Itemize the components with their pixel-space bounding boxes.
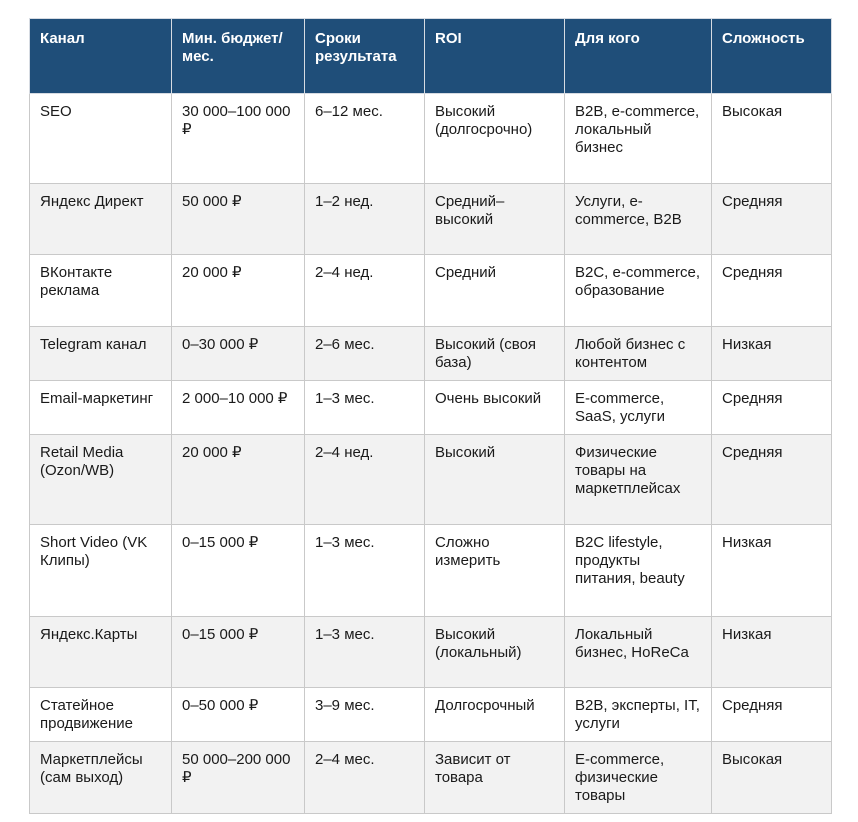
table-row xyxy=(30,742,832,814)
cell-min-budget: 30 000–100 000 ₽ xyxy=(172,94,305,184)
cell-roi: Долгосрочный xyxy=(425,688,565,742)
cell-complexity: Средняя xyxy=(712,688,832,742)
table-row xyxy=(30,94,832,184)
cell-channel: Статейное продвижение xyxy=(30,688,172,742)
cell-result-time: 2–4 мес. xyxy=(305,742,425,814)
channels-comparison-table xyxy=(29,18,832,814)
cell-result-time: 1–2 нед. xyxy=(305,184,425,255)
cell-complexity: Низкая xyxy=(712,617,832,688)
cell-channel: SEO xyxy=(30,94,172,184)
cell-channel: Яндекс.Карты xyxy=(30,617,172,688)
cell-result-time: 2–4 нед. xyxy=(305,255,425,327)
cell-target: B2B, e-commerce, локальный бизнес xyxy=(565,94,712,184)
cell-min-budget: 0–15 000 ₽ xyxy=(172,525,305,617)
cell-target: B2B, эксперты, IT, услуги xyxy=(565,688,712,742)
cell-result-time: 6–12 мес. xyxy=(305,94,425,184)
table-row xyxy=(30,381,832,435)
cell-complexity: Средняя xyxy=(712,435,832,525)
cell-roi: Средний–высокий xyxy=(425,184,565,255)
table-row xyxy=(30,617,832,688)
table-row xyxy=(30,435,832,525)
header-channel: Канал xyxy=(30,19,172,94)
header-target: Для кого xyxy=(565,19,712,94)
cell-complexity: Низкая xyxy=(712,525,832,617)
cell-roi: Высокий (своя база) xyxy=(425,327,565,381)
cell-channel: Яндекс Директ xyxy=(30,184,172,255)
cell-complexity: Средняя xyxy=(712,184,832,255)
cell-target: B2C, e-commerce, образование xyxy=(565,255,712,327)
cell-complexity: Средняя xyxy=(712,255,832,327)
cell-result-time: 2–6 мес. xyxy=(305,327,425,381)
cell-min-budget: 0–50 000 ₽ xyxy=(172,688,305,742)
cell-channel: Retail Media (Ozon/WB) xyxy=(30,435,172,525)
header-result-time: Сроки результата xyxy=(305,19,425,94)
cell-target: E-commerce, физические товары xyxy=(565,742,712,814)
cell-complexity: Низкая xyxy=(712,327,832,381)
table-row xyxy=(30,327,832,381)
cell-result-time: 1–3 мес. xyxy=(305,617,425,688)
cell-target: Локальный бизнес, HoReCa xyxy=(565,617,712,688)
cell-complexity: Средняя xyxy=(712,381,832,435)
header-min-budget: Мин. бюджет/мес. xyxy=(172,19,305,94)
cell-channel: Маркетплейсы (сам выход) xyxy=(30,742,172,814)
cell-channel: Telegram канал xyxy=(30,327,172,381)
cell-target: E-commerce, SaaS, услуги xyxy=(565,381,712,435)
cell-min-budget: 0–30 000 ₽ xyxy=(172,327,305,381)
cell-complexity: Высокая xyxy=(712,742,832,814)
cell-min-budget: 20 000 ₽ xyxy=(172,435,305,525)
cell-target: Любой бизнес с контентом xyxy=(565,327,712,381)
cell-target: Физические товары на маркетплейсах xyxy=(565,435,712,525)
cell-roi: Высокий (локальный) xyxy=(425,617,565,688)
cell-channel: Email-маркетинг xyxy=(30,381,172,435)
cell-roi: Высокий xyxy=(425,435,565,525)
cell-channel: ВКонтакте реклама xyxy=(30,255,172,327)
cell-result-time: 1–3 мес. xyxy=(305,525,425,617)
cell-result-time: 2–4 нед. xyxy=(305,435,425,525)
cell-result-time: 1–3 мес. xyxy=(305,381,425,435)
cell-roi: Очень высокий xyxy=(425,381,565,435)
cell-min-budget: 0–15 000 ₽ xyxy=(172,617,305,688)
cell-target: B2C lifestyle, продукты питания, beauty xyxy=(565,525,712,617)
table-container xyxy=(29,18,831,814)
cell-channel: Short Video (VK Клипы) xyxy=(30,525,172,617)
table-row xyxy=(30,525,832,617)
cell-roi: Средний xyxy=(425,255,565,327)
header-roi: ROI xyxy=(425,19,565,94)
table-row xyxy=(30,255,832,327)
cell-min-budget: 20 000 ₽ xyxy=(172,255,305,327)
cell-target: Услуги, e-commerce, B2B xyxy=(565,184,712,255)
cell-min-budget: 50 000 ₽ xyxy=(172,184,305,255)
table-header-row xyxy=(30,19,832,94)
cell-roi: Высокий (долгосрочно) xyxy=(425,94,565,184)
cell-roi: Зависит от товара xyxy=(425,742,565,814)
cell-min-budget: 50 000–200 000 ₽ xyxy=(172,742,305,814)
cell-min-budget: 2 000–10 000 ₽ xyxy=(172,381,305,435)
cell-roi: Сложно измерить xyxy=(425,525,565,617)
cell-result-time: 3–9 мес. xyxy=(305,688,425,742)
cell-complexity: Высокая xyxy=(712,94,832,184)
table-row xyxy=(30,184,832,255)
header-complexity: Сложность xyxy=(712,19,832,94)
table-row xyxy=(30,688,832,742)
